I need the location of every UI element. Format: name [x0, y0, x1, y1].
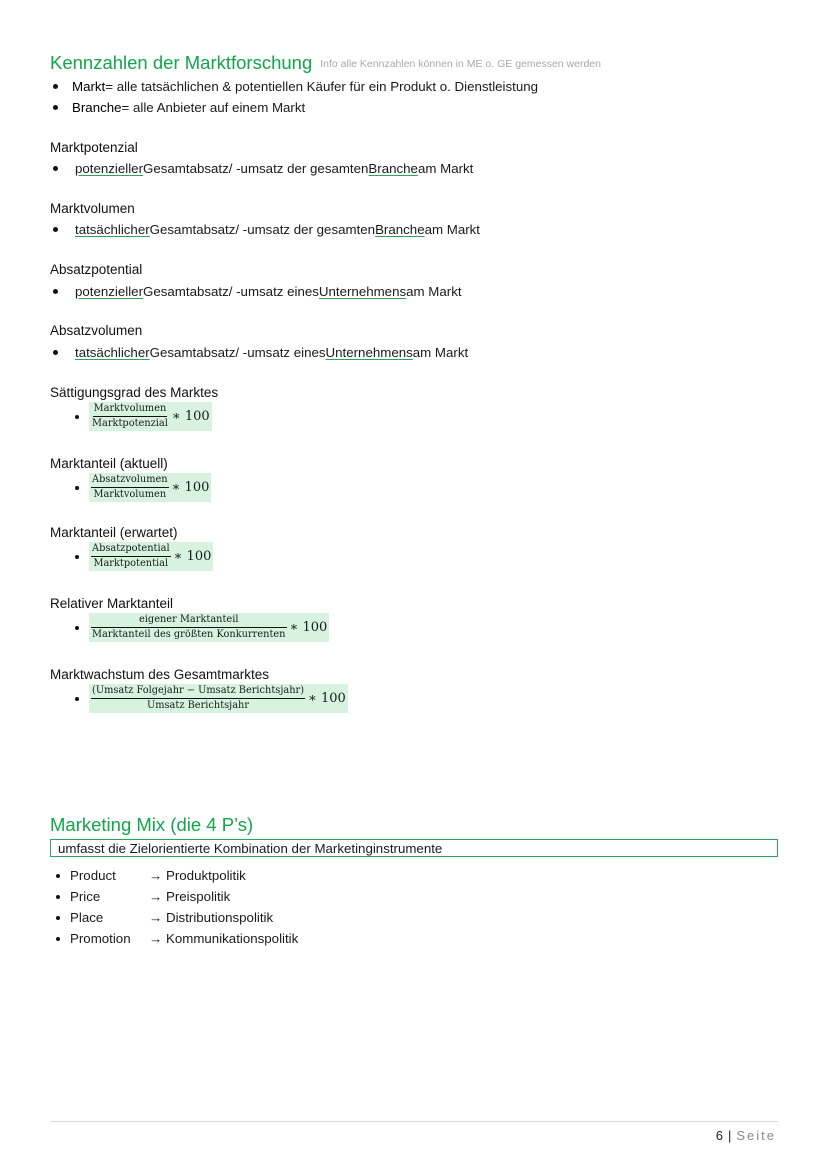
definition-branche — [53, 101, 305, 114]
formula — [89, 402, 212, 431]
metric-text: am Markt — [412, 345, 469, 360]
page-number: 6 — [715, 1128, 723, 1143]
underlined-word: Branche — [375, 222, 425, 237]
denominator: Marktvolumen — [93, 489, 167, 501]
numerator: eigener Marktanteil — [91, 614, 287, 628]
numerator: Marktvolumen — [93, 403, 168, 417]
metric-text: am Markt — [406, 284, 462, 299]
formula — [89, 473, 211, 502]
metric-text: Gesamtabsatz/ -umsatz der gesamten — [143, 161, 369, 176]
metric-text: Gesamtabsatz/ -umsatz eines — [143, 284, 319, 299]
multiplier: ∗ 100 — [173, 549, 212, 565]
numerator: Absatzvolumen — [91, 474, 169, 488]
definition-box-text: umfasst die Zielorientierte Kombination der Marketinginstrumente — [58, 840, 443, 856]
bullet-icon — [75, 626, 79, 630]
metric-text: Gesamtabsatz/ -umsatz der gesamten — [149, 222, 376, 237]
metric-item — [53, 285, 462, 298]
numerator: (Umsatz Folgejahr − Umsatz Berichtsjahr) — [91, 685, 305, 699]
definition-term: Branche — [72, 100, 122, 115]
bullet-icon — [56, 874, 60, 878]
bullet-icon — [53, 84, 58, 89]
heading-marktvolumen: Marktvolumen — [50, 201, 135, 216]
formula-item — [75, 542, 213, 571]
fraction — [91, 614, 287, 641]
underlined-word: Unternehmens — [318, 284, 407, 299]
heading-relativer-marktanteil: Relativer Marktanteil — [50, 596, 174, 611]
section-title-kennzahlen — [50, 54, 601, 73]
section-title-text: Kennzahlen der Marktforschung — [50, 52, 313, 73]
info-note: Info alle Kennzahlen können in ME o. GE gemessen werden — [320, 58, 601, 70]
bullet-icon — [75, 486, 79, 490]
bullet-icon — [56, 895, 60, 899]
bullet-icon — [53, 289, 58, 294]
formula — [89, 542, 213, 571]
underlined-word: Unternehmens — [325, 345, 413, 360]
definition-text: = alle Anbieter auf einem Markt — [121, 100, 306, 115]
metric-item — [53, 346, 468, 359]
underlined-word: potenzieller — [75, 161, 144, 176]
bullet-icon — [56, 937, 60, 941]
heading-marktpotenzial: Marktpotenzial — [50, 140, 138, 155]
bullet-icon — [75, 415, 79, 419]
mix-description: → Distributionspolitik — [149, 910, 274, 925]
mix-term: Price — [70, 889, 101, 904]
metric-text: am Markt — [424, 222, 481, 237]
section-title-marketing-mix: Marketing Mix (die 4 P’s) — [50, 814, 254, 835]
metric-item — [53, 162, 473, 175]
denominator: Marktpotenzial — [92, 418, 168, 430]
bullet-icon — [75, 555, 79, 559]
formula-item — [75, 473, 211, 502]
definition-text: = alle tatsächlichen & potentiellen Käufer für ein Produkt o. Dienstleistung — [105, 79, 539, 94]
formula-item — [75, 684, 348, 713]
metric-text: Gesamtabsatz/ -umsatz eines — [149, 345, 326, 360]
bullet-icon — [53, 350, 58, 355]
numerator: Absatzpotential — [91, 543, 171, 557]
metric-item — [53, 223, 480, 236]
footer-separator: | — [727, 1128, 732, 1143]
underlined-word: tatsächlicher — [75, 345, 150, 360]
heading-marktanteil-erwartet: Marktanteil (erwartet) — [50, 525, 178, 540]
formula-item — [75, 613, 329, 642]
mix-description: → Produktpolitik — [149, 868, 246, 883]
document-page — [50, 0, 780, 1171]
marketing-mix-item — [56, 932, 298, 945]
denominator: Umsatz Berichtsjahr — [146, 700, 250, 712]
definition-term: Markt — [72, 79, 106, 94]
page-footer — [716, 1128, 776, 1143]
bullet-icon — [53, 227, 58, 232]
formula — [89, 684, 348, 713]
bullet-icon — [75, 697, 79, 701]
definition-box — [50, 839, 778, 857]
underlined-word: Branche — [368, 161, 418, 176]
heading-marktwachstum: Marktwachstum des Gesamtmarktes — [50, 667, 270, 682]
mix-term: Place — [70, 910, 104, 925]
heading-absatzpotential: Absatzpotential — [50, 262, 143, 277]
metric-text: am Markt — [417, 161, 474, 176]
fraction — [91, 685, 305, 712]
underlined-word: potenzieller — [75, 284, 144, 299]
footer-label: Seite — [736, 1128, 776, 1143]
fraction — [91, 403, 169, 430]
denominator: Marktanteil des größten Konkurrenten — [92, 629, 286, 641]
heading-saettigungsgrad: Sättigungsgrad des Marktes — [50, 385, 219, 400]
underlined-word: tatsächlicher — [75, 222, 150, 237]
mix-term: Promotion — [70, 931, 131, 946]
footer-divider — [50, 1121, 778, 1122]
multiplier: ∗ 100 — [289, 620, 328, 636]
bullet-icon — [53, 166, 58, 171]
marketing-mix-item — [56, 890, 230, 903]
fraction — [91, 543, 171, 570]
formula-item — [75, 402, 212, 431]
fraction — [91, 474, 169, 501]
marketing-mix-item — [56, 869, 246, 882]
mix-term: Product — [70, 868, 116, 883]
formula — [89, 613, 329, 642]
mix-description: → Kommunikationspolitik — [149, 931, 299, 946]
multiplier: ∗ 100 — [171, 409, 210, 425]
marketing-mix-item — [56, 911, 273, 924]
bullet-icon — [56, 916, 60, 920]
denominator: Marktpotential — [93, 558, 169, 570]
multiplier: ∗ 100 — [308, 691, 346, 707]
multiplier: ∗ 100 — [171, 480, 210, 496]
heading-absatzvolumen: Absatzvolumen — [50, 323, 143, 338]
mix-description: → Preispolitik — [149, 889, 231, 904]
bullet-icon — [53, 105, 58, 110]
definition-markt — [53, 80, 538, 93]
heading-marktanteil-aktuell: Marktanteil (aktuell) — [50, 456, 168, 471]
